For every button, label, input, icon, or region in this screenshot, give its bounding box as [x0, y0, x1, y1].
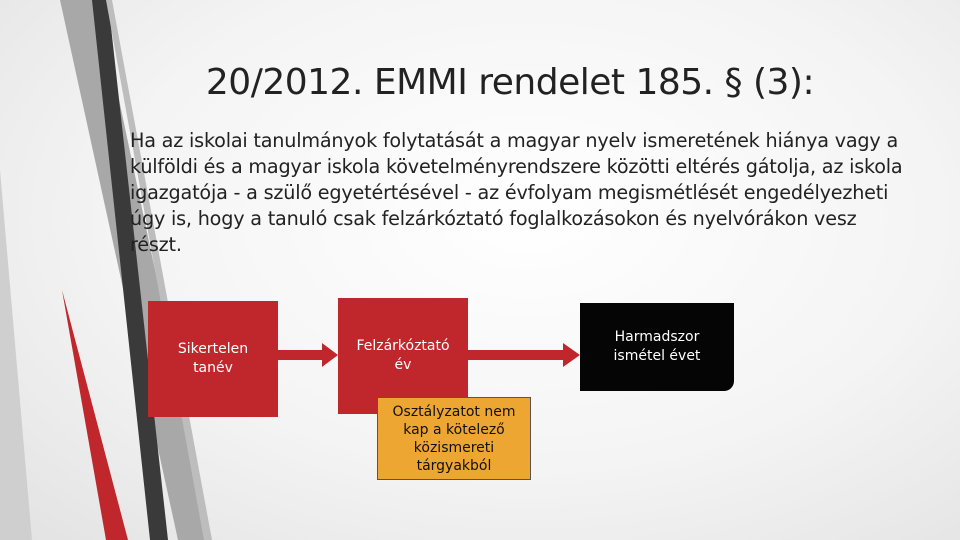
- box-4-line-1: Osztályzatot nem: [392, 403, 516, 420]
- arrow-1: [278, 343, 338, 367]
- box-sikertelen-tanev: [148, 301, 278, 417]
- arrow-2: [468, 343, 580, 367]
- box-harmadszor-ismetel: [580, 303, 734, 391]
- box-3-line-1: Harmadszor: [614, 329, 700, 345]
- box-4-line-2: kap a kötelező: [403, 421, 505, 438]
- box-1-line-2: tanév: [193, 360, 233, 376]
- box-3-line-2: ismétel évet: [613, 348, 701, 364]
- box-osztalyzatot-nem-kap: [377, 397, 531, 480]
- box-2-line-1: Felzárkóztató: [356, 338, 450, 354]
- box-4-line-4: tárgyakból: [416, 457, 492, 474]
- body-paragraph: Ha az iskolai tanulmányok folytatását a magyar nyelv ismeretének hiánya vagy a külföldi és a magyar iskola követelményrendszere közötti eltérés gátolja, az iskola igazgatója - a szülő egyetértésével - az évfolyam megismétlését engedélyezheti úgy is, hogy a tanuló csak felzárkóztató foglalkozásokon és nyelvórákon vesz részt.: [130, 129, 903, 256]
- slide-title: 20/2012. EMMI rendelet 185. § (3):: [205, 62, 815, 103]
- box-2-line-2: év: [394, 357, 412, 373]
- box-1-line-1: Sikertelen: [177, 341, 249, 357]
- box-4-line-3: közismereti: [413, 439, 495, 456]
